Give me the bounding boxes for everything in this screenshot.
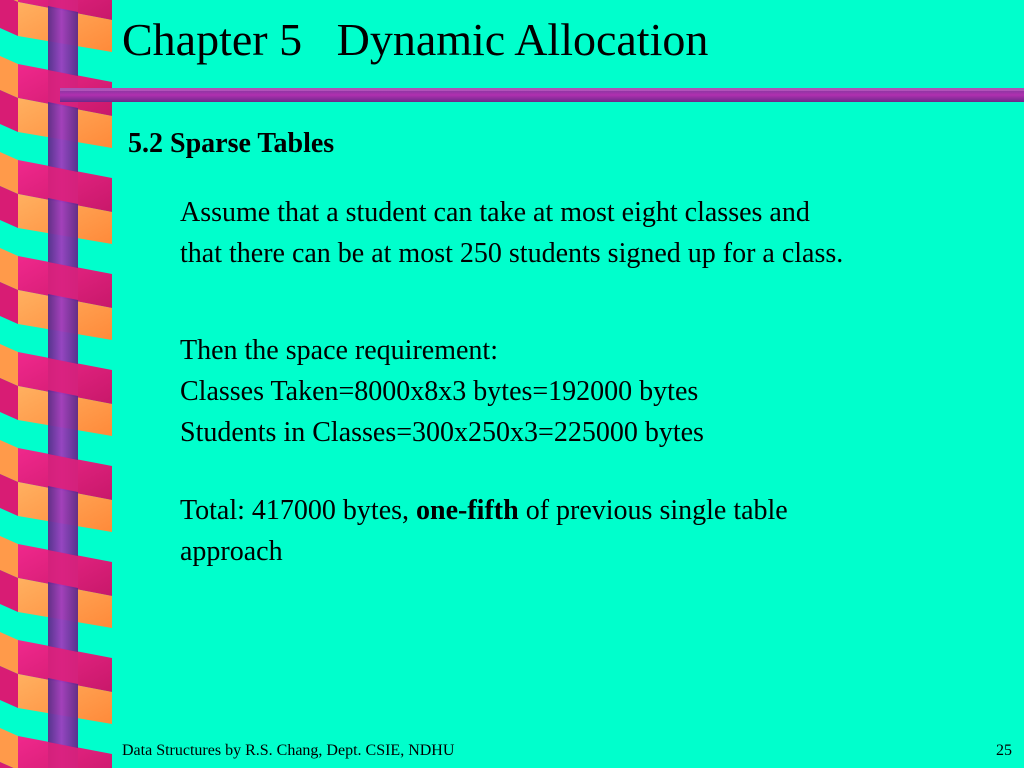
total-prefix: Total: 417000 bytes, (180, 495, 417, 526)
horizontal-rule-bar (60, 86, 1024, 104)
students-in-classes-line: Students in Classes=300x250x3=225000 bytes (180, 417, 704, 448)
spiral-ribbon-decoration (0, 0, 115, 768)
slide-title: Chapter 5 Dynamic Allocation (122, 14, 709, 65)
assumption-line-1: Assume that a student can take at most eight classes and (180, 197, 810, 228)
page-number: 25 (996, 742, 1012, 759)
space-requirement-heading: Then the space requirement: (180, 335, 498, 366)
total-paragraph (180, 490, 788, 572)
footer-credit: Data Structures by R.S. Chang, Dept. CSIE, NDHU (122, 742, 455, 759)
space-requirement-paragraph (180, 330, 704, 453)
total-line-1 (180, 490, 788, 531)
classes-taken-line: Classes Taken=8000x8x3 bytes=192000 bytes (180, 376, 699, 407)
section-subtitle: 5.2 Sparse Tables (128, 128, 335, 159)
assumption-line-2: that there can be at most 250 students signed up for a class. (180, 238, 844, 269)
assumption-paragraph (180, 192, 843, 274)
total-line-2: approach (180, 536, 283, 567)
total-emphasis: one-fifth (416, 495, 519, 526)
total-suffix: of previous single table (518, 495, 788, 526)
